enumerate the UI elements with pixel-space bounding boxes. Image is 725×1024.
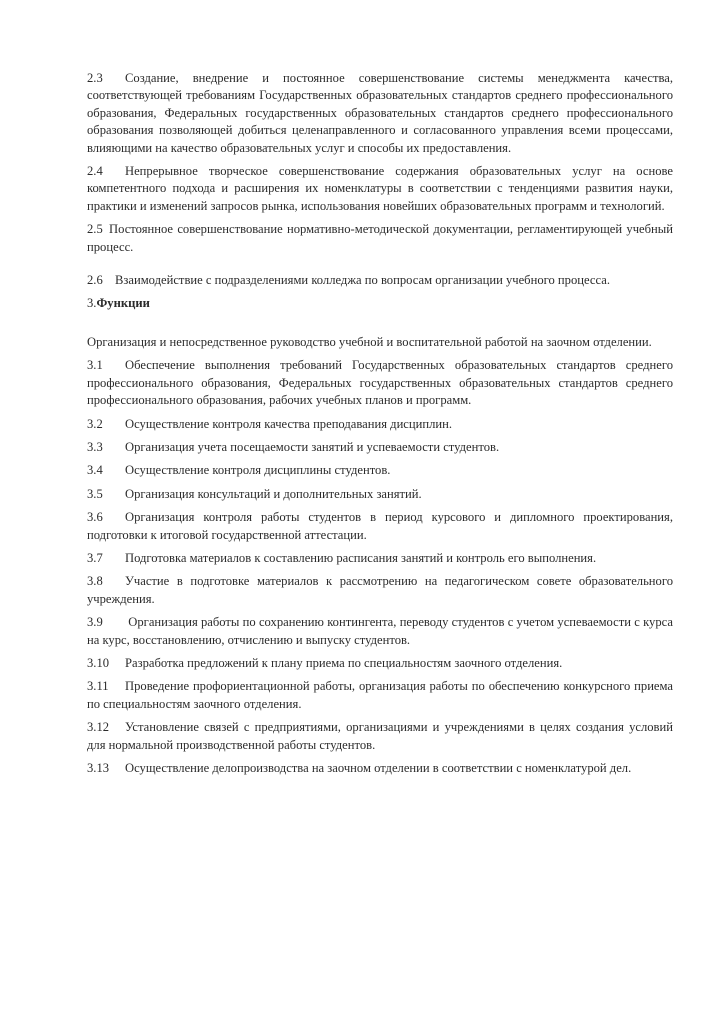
paragraph-3-11 <box>87 678 673 713</box>
paragraph-3-4 <box>87 462 673 479</box>
item-text: Проведение профориентационной работы, организация работы по обеспечению конкурсного приема по специальностям заочного отделения. <box>87 679 673 711</box>
paragraph-3-13 <box>87 760 673 777</box>
paragraph-3-10 <box>87 655 673 672</box>
item-text: Участие в подготовке материалов к рассмотрению на педагогическом совете образовательного учреждения. <box>87 574 673 606</box>
paragraph-3-9 <box>87 614 673 649</box>
item-text: Подготовка материалов к составлению расписания занятий и контроль его выполнения. <box>125 550 597 565</box>
item-text: Осуществление делопроизводства на заочном отделении в соответствии с номенклатурой дел. <box>125 761 632 775</box>
item-number: 3.7 <box>87 550 103 565</box>
item-number: 3.5 <box>87 486 103 501</box>
document-page <box>87 70 673 783</box>
item-number: 3.9 <box>87 615 103 630</box>
item-number: 3.1 <box>87 358 103 373</box>
section-intro: Организация и непосредственное руководство учебной и воспитательной работой на заочном отделении. <box>87 334 652 349</box>
section-title: Функции <box>96 296 150 311</box>
paragraph-3-2 <box>87 416 673 433</box>
paragraph-3-8 <box>87 573 673 608</box>
item-number: 2.6 <box>87 273 103 288</box>
item-number: 3.6 <box>87 510 103 525</box>
item-number: 3.10 <box>87 655 110 670</box>
item-text: Организация консультаций и дополнительных занятий. <box>125 486 422 501</box>
paragraph-2-6 <box>87 272 673 289</box>
item-text: Создание, внедрение и постоянное совершенствование системы менеджмента качества, соответствующей требованиям Государственных образовательных стандартов среднего профессионального образования, Федеральных государственных образовательных стандартов среднего профессионального образования позволяющей добиться целенаправленного и согласованного управления всеми процессами, влияющими на качество образовательных услуг и способы их предоставления. <box>87 71 673 155</box>
item-text: Организация контроля работы студентов в период курсового и дипломного проектирования, подготовки к итоговой государственной аттестации. <box>87 510 673 542</box>
item-number: 2.4 <box>87 164 103 179</box>
item-text: Взаимодействие с подразделениями колледжа по вопросам организации учебного процесса. <box>115 273 610 288</box>
item-text: Организация работы по сохранению контингента, переводу студентов с учетом успеваемости с курса на курс, восстановлению, отчислению и выпуску студентов. <box>87 615 673 647</box>
item-number: 3.3 <box>87 439 103 454</box>
item-number: 3.11 <box>87 679 109 694</box>
item-text: Установление связей с предприятиями, организациями и учреждениями в целях создания условий для нормальной производственной работы студентов. <box>87 720 673 752</box>
paragraph-3-6 <box>87 509 673 544</box>
item-text: Организация учета посещаемости занятий и успеваемости студентов. <box>125 439 500 454</box>
item-text: Осуществление контроля дисциплины студентов. <box>125 463 391 478</box>
item-number: 3.2 <box>87 416 103 431</box>
item-text: Осуществление контроля качества преподавания дисциплин. <box>125 416 453 431</box>
item-number: 2.3 <box>87 71 103 85</box>
item-text: Постоянное совершенствование нормативно-методической документации, регламентирующей учебный процесс. <box>87 222 673 254</box>
item-number: 3.13 <box>87 761 110 775</box>
paragraph-2-3 <box>87 70 673 157</box>
paragraph-2-4 <box>87 163 673 215</box>
paragraph-3-7 <box>87 550 673 567</box>
paragraph-3-12 <box>87 719 673 754</box>
item-text: Обеспечение выполнения требований Государственных образовательных стандартов среднего профессионального образования, Федеральных государственных образовательных стандартов среднего профессионального образования, рабочих учебных планов и программ. <box>87 358 673 408</box>
item-number: 2.5 <box>87 222 103 237</box>
paragraph-2-5 <box>87 221 673 256</box>
item-number: 3.12 <box>87 720 110 735</box>
paragraph-3-3 <box>87 439 673 456</box>
paragraph-3-1 <box>87 357 673 409</box>
paragraph-3-5 <box>87 486 673 503</box>
item-number: 3.4 <box>87 463 103 478</box>
section-number: 3. <box>87 296 97 311</box>
item-number: 3.8 <box>87 574 103 589</box>
item-text: Разработка предложений к плану приема по специальностям заочного отделения. <box>125 655 563 670</box>
item-text: Непрерывное творческое совершенствование содержания образовательных услуг на основе компетентного подхода и расширения их номенклатуры в соответствии с тенденциями развития науки, практики и изменений запросов рынка, использования новейших образовательных программ и технологий. <box>87 164 673 213</box>
section-heading <box>87 295 673 312</box>
